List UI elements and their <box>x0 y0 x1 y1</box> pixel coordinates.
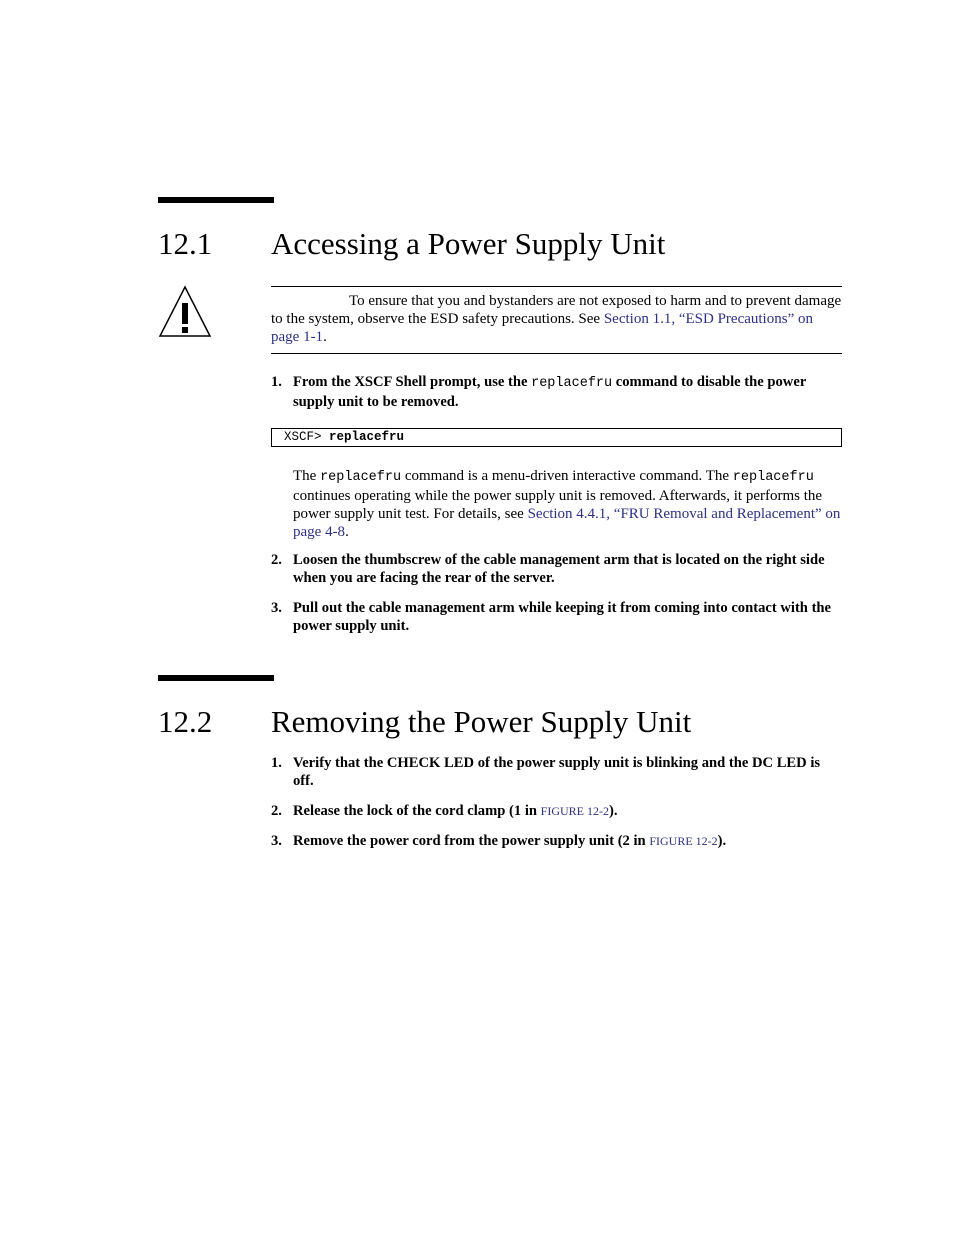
section-number: 12.1 <box>158 226 213 261</box>
section-rule <box>158 675 274 681</box>
step-item <box>271 802 842 820</box>
explanation-paragraph: The replacefru command is a menu-driven interactive command. The replacefru continues operating while the power supply unit is removed. Afterwards, it performs the power supply unit test. For details, see Section 4.4.1, “FRU Removal and Replacement” on page 4-8. <box>293 468 841 540</box>
code-example <box>271 428 842 447</box>
step-item <box>271 832 842 850</box>
caution-text: To ensure that you and bystanders are not exposed to harm and to prevent damage to the system, observe the ESD safety precautions. See Section 1.1, “ESD Precautions” on page 1-1. <box>271 293 842 345</box>
step-text: Verify that the CHECK LED of the power supply unit is blinking and the DC LED is off. <box>293 755 821 789</box>
section-link[interactable]: Section 4.4.1, “FRU Removal and Replacement” on page 4-8 <box>293 506 841 540</box>
step-text: Release the lock of the cord clamp (1 in FIGURE 12-2). <box>293 803 618 819</box>
step-item <box>271 373 842 411</box>
step-number: 2. <box>271 803 282 819</box>
code-command: replacefru <box>329 430 405 444</box>
step-number: 1. <box>271 755 282 771</box>
code-prompt: XSCF> <box>284 430 330 444</box>
step-number: 2. <box>271 552 282 568</box>
section-title: Accessing a Power Supply Unit <box>271 226 666 261</box>
step-text: From the XSCF Shell prompt, use the replacefru command to disable the power supply unit to be removed. <box>293 374 807 410</box>
step-item <box>271 551 842 587</box>
caution-icon <box>158 284 212 338</box>
figure-link[interactable]: FIGURE 12-2 <box>649 834 718 848</box>
section-link[interactable]: Section 1.1, “ESD Precautions” on page 1-1 <box>271 311 813 345</box>
inline-code: replacefru <box>531 376 613 391</box>
section-number: 12.2 <box>158 704 213 739</box>
step-item <box>271 599 842 635</box>
step-number: 3. <box>271 600 282 616</box>
inline-code: replacefru <box>732 470 814 485</box>
step-item <box>271 754 842 790</box>
step-number: 1. <box>271 374 282 390</box>
figure-link[interactable]: FIGURE 12-2 <box>540 804 609 818</box>
section-rule <box>158 197 274 203</box>
step-text: Remove the power cord from the power supply unit (2 in FIGURE 12-2). <box>293 833 727 849</box>
step-number: 3. <box>271 833 282 849</box>
section-title: Removing the Power Supply Unit <box>271 704 692 739</box>
step-text: Loosen the thumbscrew of the cable management arm that is located on the right side when you are facing the rear of the server. <box>293 552 825 586</box>
step-text: Pull out the cable management arm while keeping it from coming into contact with the power supply unit. <box>293 600 832 634</box>
inline-code: replacefru <box>320 470 402 485</box>
